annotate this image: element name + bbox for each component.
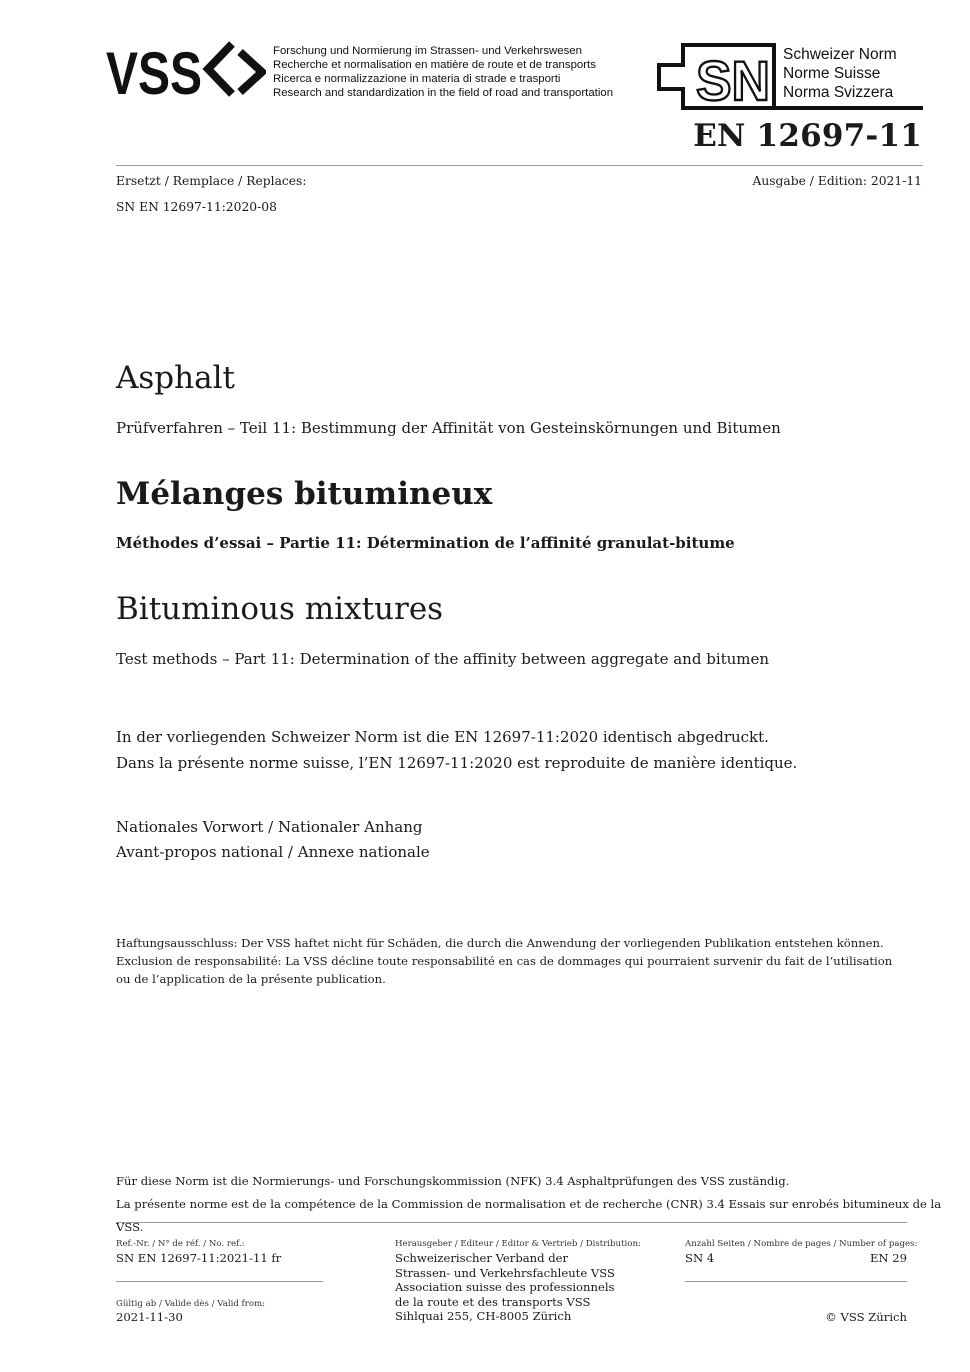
copyright: © VSS Zürich	[825, 1310, 907, 1324]
sn-name-it: Norma Svizzera	[783, 84, 894, 101]
valid-label: Gültig ab / Valide dès / Valid from:	[116, 1299, 266, 1309]
vss-logo	[106, 40, 266, 104]
publisher-line: Sihlquai 255, CH-8005 Zürich	[395, 1309, 572, 1324]
national-annex	[116, 815, 430, 865]
ref-label: Ref.-Nr. / N° de réf. / No. ref.:	[116, 1239, 245, 1249]
disclaimer	[116, 934, 896, 989]
disclaimer-line: Haftungsausschluss: Der VSS haftet nicht für Schäden, die durch die Anwendung der vorliegenden Publikation entstehen können.	[116, 936, 884, 950]
edition: Ausgabe / Edition: 2021-11	[752, 174, 922, 188]
tagline-it: Ricerca e normalizzazione in materia di strade e trasporti	[273, 73, 561, 85]
tagline-en: Research and standardization in the field of road and transportation	[273, 87, 614, 99]
header-divider	[116, 165, 923, 166]
publisher-line: de la route et des transports VSS	[395, 1294, 591, 1309]
publisher-label: Herausgeber / Editeur / Editor & Vertrieb / Distribution:	[395, 1239, 641, 1249]
publisher-line: Association suisse des professionnels	[395, 1280, 615, 1295]
sn-names	[783, 45, 897, 102]
valid-value: 2021-11-30	[116, 1310, 183, 1324]
title-de: Asphalt	[116, 360, 235, 396]
disclaimer-line: Exclusion de responsabilité: La VSS décline toute responsabilité en cas de dommages qui pourraient survenir du fait de l’utilisation	[116, 954, 893, 969]
committee-fr: La présente norme est de la compétence de la Commission de normalisation et de recherche (CNR) 3.4 Essais sur enrobés bitumineux de la VSS.	[116, 1197, 942, 1234]
disclaimer-line: ou de l’application de la présente publication.	[116, 972, 386, 987]
national-de: Nationales Vorwort / Nationaler Anhang	[116, 818, 423, 836]
publisher-line: Schweizerischer Verband der	[395, 1251, 569, 1265]
replaces-label: Ersetzt / Remplace / Replaces:	[116, 174, 307, 188]
identity-de: In der vorliegenden Schweizer Norm ist die EN 12697-11:2020 identisch abgedruckt.	[116, 728, 769, 746]
subtitle-fr: Méthodes d’essai – Partie 11: Détermination de l’affinité granulat-bitume	[116, 534, 735, 552]
publisher-address	[395, 1251, 615, 1324]
tagline-fr: Recherche et normalisation en matière de route et de transports	[273, 59, 596, 71]
footer-col3-divider	[685, 1281, 907, 1282]
committee-de: Für diese Norm ist die Normierungs- und Forschungskommission (NFK) 3.4 Asphaltprüfungen des VSS zuständig.	[116, 1174, 790, 1188]
identity-fr: Dans la présente norme suisse, l’EN 12697-11:2020 est reproduite de manière identique.	[116, 754, 798, 772]
national-fr: Avant-propos national / Annexe nationale	[116, 843, 430, 861]
vss-logo-text: VSS	[106, 40, 202, 100]
tagline-de: Forschung und Normierung im Strassen- und Verkehrswesen	[273, 45, 582, 57]
vss-tagline	[273, 44, 613, 100]
subtitle-de: Prüfverfahren – Teil 11: Bestimmung der Affinität von Gesteinskörnungen und Bitumen	[116, 419, 781, 437]
replaces-value: SN EN 12697-11:2020-08	[116, 200, 277, 214]
footer-col1-divider	[116, 1281, 323, 1282]
identity-statement	[116, 724, 797, 776]
title-fr: Mélanges bitumineux	[116, 476, 493, 512]
pages-sn: SN 4	[685, 1251, 715, 1265]
pages-en: EN 29	[869, 1251, 907, 1265]
committee-statement	[116, 1170, 970, 1239]
sn-name-de: Schweizer Norm	[783, 46, 897, 63]
publisher-line: Strassen- und Verkehrsfachleute VSS	[395, 1265, 615, 1280]
title-en: Bituminous mixtures	[116, 591, 444, 627]
ref-value: SN EN 12697-11:2021-11 fr	[116, 1251, 282, 1265]
footer-divider	[116, 1222, 907, 1223]
sn-logo-text: SN	[696, 49, 770, 112]
pages-label: Anzahl Seiten / Nombre de pages / Number of pages:	[685, 1239, 918, 1249]
subtitle-en: Test methods – Part 11: Determination of the affinity between aggregate and bitumen	[116, 650, 770, 668]
sn-name-fr: Norme Suisse	[783, 65, 881, 82]
standard-number: EN 12697-11	[693, 118, 922, 154]
